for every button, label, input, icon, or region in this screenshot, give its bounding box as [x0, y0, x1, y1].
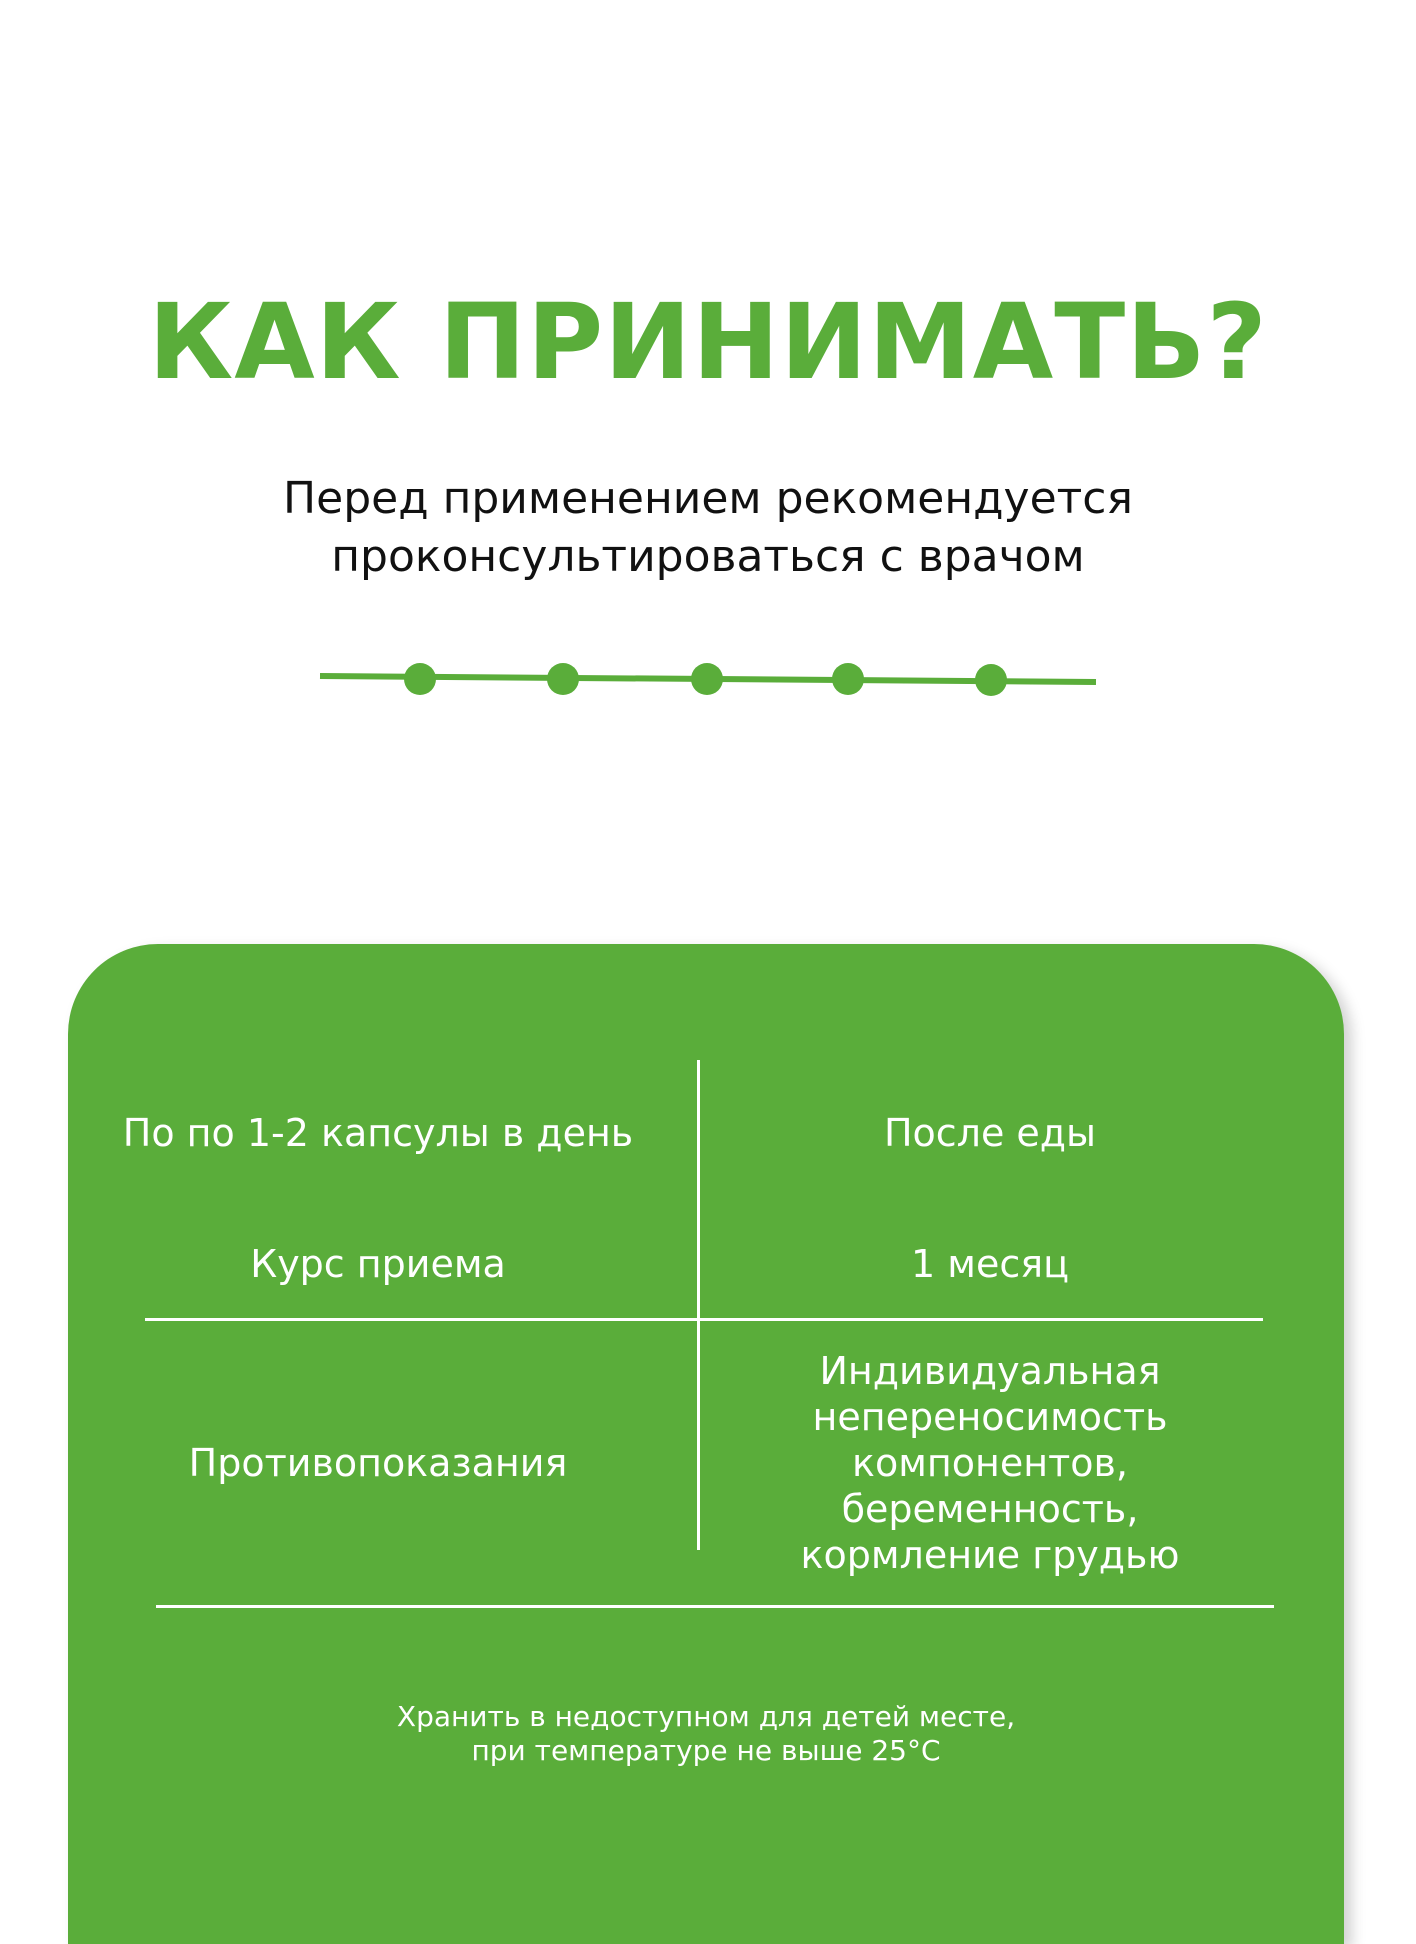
storage-note-line-1: Хранить в недоступном для детей месте, — [396, 1700, 1016, 1733]
divider-dot — [832, 663, 864, 695]
table-row-label: Противопоказания — [188, 1441, 568, 1485]
divider-dot — [404, 663, 436, 695]
subtitle — [0, 470, 1416, 586]
subtitle-line-2: проконсультироваться с врачом — [331, 531, 1085, 582]
table-row-label: По по 1-2 капсулы в день — [122, 1111, 634, 1155]
divider-dot — [547, 663, 579, 695]
table-row-value-line: кормление грудью — [800, 1533, 1180, 1577]
table-row-value — [700, 1321, 1280, 1605]
divider-dot — [975, 664, 1007, 696]
table-row-value-line: компонентов, беременность, — [841, 1441, 1139, 1531]
table-row-value — [700, 1209, 1280, 1318]
table-row-value — [700, 1060, 1280, 1206]
divider-line — [320, 676, 1096, 682]
table-row-value-line: непереносимость — [812, 1395, 1168, 1439]
table-row-value-line: После еды — [883, 1111, 1097, 1155]
table-row-label: Курс приема — [250, 1241, 506, 1286]
storage-note — [68, 1700, 1344, 1768]
subtitle-line-1: Перед применением рекомендуется — [283, 473, 1133, 524]
page-title: КАК ПРИНИМАТЬ? — [148, 281, 1268, 403]
table-row-divider — [156, 1605, 1274, 1608]
divider-dot — [691, 663, 723, 695]
storage-note-line-2: при температуре не выше 25°C — [471, 1734, 941, 1767]
dosage-card — [68, 944, 1344, 1944]
table-row-value-line: 1 месяц — [911, 1241, 1069, 1286]
table-row-value-line: Индивидуальная — [819, 1349, 1161, 1393]
